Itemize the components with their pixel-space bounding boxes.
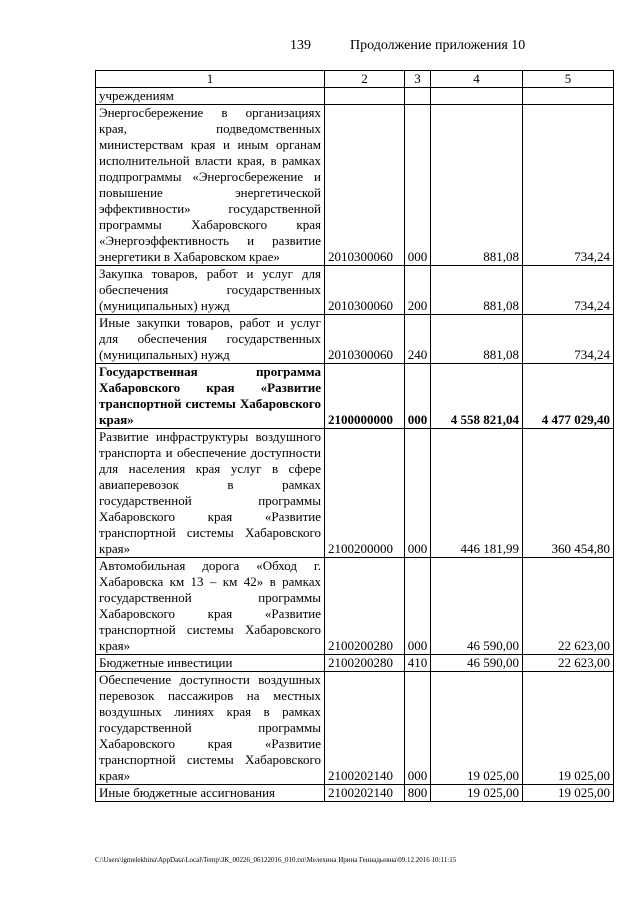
table-row <box>96 364 614 429</box>
row-value-1-cell: 4 558 821,04 <box>431 364 523 429</box>
table-row <box>96 105 614 266</box>
row-value-1-cell: 881,08 <box>431 105 523 266</box>
file-path-footer: C:\Users\igmelekhina\AppData\Local\Temp\ЗК_00226_06122016_010.txt\Мелехина Ирина Геннадьевна\09.12.2016 10:11:15 <box>95 856 457 864</box>
row-code-cell: 2100202140 <box>325 672 405 785</box>
column-header: 5 <box>523 71 614 88</box>
row-type-cell: 000 <box>405 429 431 558</box>
row-name-cell: Автомобильная дорога «Обход г. Хабаровска км 13 – км 42» в рамках государственной программы Хабаровского края «Развитие транспортной системы Хабаровского края» <box>96 558 325 655</box>
row-type-cell <box>405 88 431 105</box>
row-code-cell: 2010300060 <box>325 266 405 315</box>
row-name-cell: Обеспечение доступности воздушных перевозок пассажиров на местных воздушных линиях края в рамках государственной программы Хабаровского края «Развитие транспортной системы Хабаровского края» <box>96 672 325 785</box>
row-name-cell: Бюджетные инвестиции <box>96 655 325 672</box>
row-value-1-cell <box>431 88 523 105</box>
row-code-cell: 2100202140 <box>325 785 405 802</box>
table-row <box>96 655 614 672</box>
row-value-2-cell: 734,24 <box>523 266 614 315</box>
row-value-2-cell: 22 623,00 <box>523 558 614 655</box>
row-value-2-cell: 19 025,00 <box>523 672 614 785</box>
row-name-cell: Развитие инфраструктуры воздушного транспорта и обеспечение доступности для населения края услуг в сфере авиаперевозок в рамках государственной программы Хабаровского края «Развитие транспортной системы Хабаровского края» <box>96 429 325 558</box>
row-name-cell: учреждениям <box>96 88 325 105</box>
row-value-1-cell: 881,08 <box>431 315 523 364</box>
row-type-cell: 000 <box>405 364 431 429</box>
row-name-cell: Иные бюджетные ассигнования <box>96 785 325 802</box>
row-value-1-cell: 46 590,00 <box>431 655 523 672</box>
row-type-cell: 000 <box>405 105 431 266</box>
row-type-cell: 240 <box>405 315 431 364</box>
row-type-cell: 000 <box>405 672 431 785</box>
row-code-cell: 2010300060 <box>325 315 405 364</box>
row-code-cell: 2010300060 <box>325 105 405 266</box>
row-value-1-cell: 881,08 <box>431 266 523 315</box>
row-value-1-cell: 46 590,00 <box>431 558 523 655</box>
row-value-2-cell: 734,24 <box>523 105 614 266</box>
table-row <box>96 429 614 558</box>
row-value-2-cell: 360 454,80 <box>523 429 614 558</box>
row-value-1-cell: 19 025,00 <box>431 672 523 785</box>
row-name-cell: Иные закупки товаров, работ и услуг для обеспечения государственных (муниципальных) нужд <box>96 315 325 364</box>
row-name-cell: Энергосбережение в организациях края, подведомственных министерствам края и иным органам исполнительной власти края, в рамках подпрограммы «Энергосбережение и повышение энергетической эффективности» государственной программы Хабаровского края «Энергоэффективность и развитие энергетики в Хабаровском крае» <box>96 105 325 266</box>
row-type-cell: 410 <box>405 655 431 672</box>
row-code-cell: 2100200280 <box>325 558 405 655</box>
row-value-1-cell: 19 025,00 <box>431 785 523 802</box>
row-value-2-cell: 734,24 <box>523 315 614 364</box>
row-code-cell: 2100200280 <box>325 655 405 672</box>
row-type-cell: 000 <box>405 558 431 655</box>
row-code-cell <box>325 88 405 105</box>
column-header: 3 <box>405 71 431 88</box>
column-header: 4 <box>431 71 523 88</box>
row-type-cell: 200 <box>405 266 431 315</box>
row-code-cell: 2100000000 <box>325 364 405 429</box>
row-value-2-cell <box>523 88 614 105</box>
row-value-2-cell: 4 477 029,40 <box>523 364 614 429</box>
table-row <box>96 785 614 802</box>
budget-table <box>95 70 614 802</box>
row-value-2-cell: 22 623,00 <box>523 655 614 672</box>
row-code-cell: 2100200000 <box>325 429 405 558</box>
page-header <box>0 38 640 56</box>
appendix-title: Продолжение приложения 10 <box>350 38 526 53</box>
row-value-1-cell: 446 181,99 <box>431 429 523 558</box>
column-header: 2 <box>325 71 405 88</box>
table-row <box>96 558 614 655</box>
row-value-2-cell: 19 025,00 <box>523 785 614 802</box>
table-row <box>96 672 614 785</box>
table-header-row <box>96 71 614 88</box>
row-name-cell: Закупка товаров, работ и услуг для обеспечения государственных (муниципальных) нужд <box>96 266 325 315</box>
table-row <box>96 315 614 364</box>
table-row <box>96 88 614 105</box>
page-number: 139 <box>290 38 311 53</box>
row-name-cell: Государственная программа Хабаровского края «Развитие транспортной системы Хабаровского края» <box>96 364 325 429</box>
column-header: 1 <box>96 71 325 88</box>
table-row <box>96 266 614 315</box>
row-type-cell: 800 <box>405 785 431 802</box>
